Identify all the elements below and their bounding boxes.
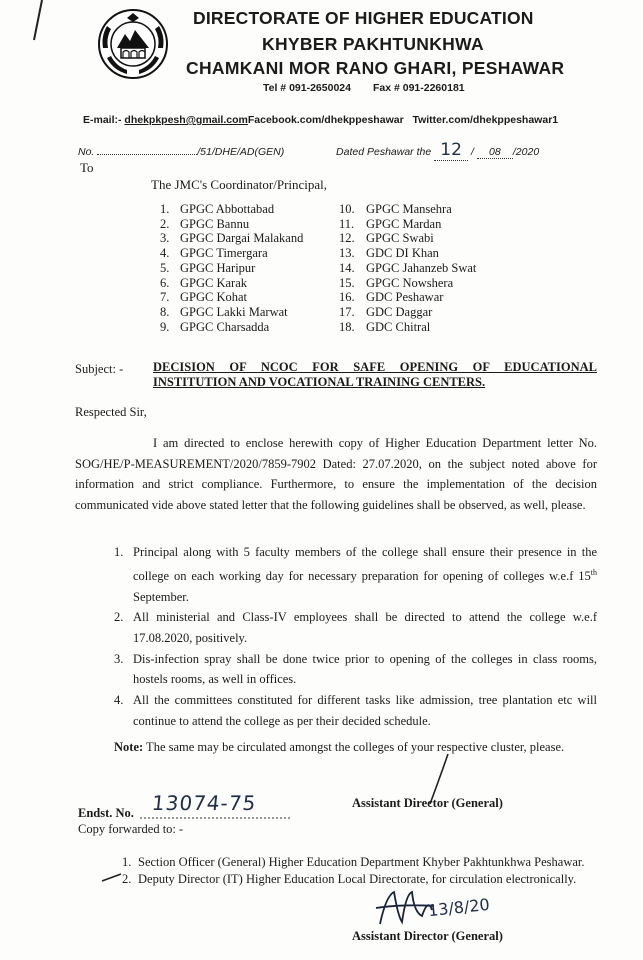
- list-item: 13. GDC DI Khan: [339, 246, 439, 261]
- signatory-title-1: Assistant Director (General): [352, 796, 503, 810]
- endorsement-label: Endst. No.: [78, 806, 134, 820]
- college-list-left: [160, 202, 303, 334]
- list-item: 4. GPGC Timergara: [160, 246, 268, 261]
- list-item: 1. Principal along with 5 faculty members of the college shall ensure their presence in the college on each working day for necessary preparation for opening of colleges w.e.f 15th September.: [114, 545, 597, 604]
- dated-label: Dated Peshawar the: [336, 146, 432, 158]
- header-phone-fax: [263, 82, 487, 94]
- forwarded-list: [122, 854, 602, 888]
- dated-year: /2020: [512, 146, 540, 158]
- header-title-province: KHYBER PAKHTUNKHWA: [262, 34, 484, 54]
- reference-no-blank: [97, 154, 197, 155]
- fax-number: Fax # 091-2260181: [372, 82, 465, 94]
- to-label: To: [80, 160, 94, 175]
- email-address: dhekpkpesh@gmail.com: [124, 114, 248, 126]
- list-item: 17. GDC Daggar: [339, 304, 433, 319]
- endorsement-number-handwritten: 13074-75: [150, 791, 258, 815]
- greeting: Respected Sir,: [75, 405, 147, 419]
- list-item: 9. GPGC Charsadda: [160, 319, 270, 334]
- addressee: The JMC's Coordinator/Principal,: [151, 177, 328, 192]
- facebook-address: Facebook.com/dhekppeshawar: [247, 114, 404, 126]
- reference-no-value: /51/DHE/AD(GEN): [197, 146, 285, 158]
- subject-label: Subject: -: [75, 362, 124, 376]
- dated-day-handwritten: 12: [434, 140, 468, 161]
- guidelines-list: [114, 542, 597, 731]
- list-item: 16. GDC Peshawar: [339, 290, 444, 305]
- list-item: 8. GPGC Lakki Marwat: [160, 304, 288, 319]
- list-item: 1. GPGC Abbottabad: [160, 202, 275, 216]
- telephone-number: Tel # 091-2650024: [263, 82, 351, 94]
- header-address: CHAMKANI MOR RANO GHARI, PESHAWAR: [186, 58, 565, 78]
- list-item: 3. Dis-infection spray shall be done twice prior to opening of the colleges in class rooms, hostels rooms, as well in offices.: [114, 651, 597, 687]
- note-text: The same may be circulated amongst the colleges of your respective cluster, please.: [143, 740, 565, 754]
- list-item: 10. GPGC Mansehra: [339, 202, 452, 216]
- pen-mark: [28, 0, 48, 42]
- list-item: 4. All the committees constituted for different tasks like admission, tree plantation etc will continue to attend the college as per their decided schedule.: [114, 693, 597, 728]
- twitter-address: Twitter.com/dhekppeshawar1: [412, 114, 559, 126]
- government-emblem-logo: [97, 8, 169, 80]
- list-item: 7. GPGC Kohat: [160, 290, 248, 305]
- email-label: E-mail:-: [83, 114, 125, 126]
- list-item: 2. All ministerial and Class-IV employees shall be directed to attend the college w.e.f 17.08.2020, positively.: [114, 610, 597, 645]
- list-item: 2. GPGC Bannu: [160, 216, 250, 231]
- endorsement-underline: [140, 815, 290, 821]
- list-item: 3. GPGC Dargai Malakand: [160, 231, 304, 246]
- subject-text: DECISION OF NCOC FOR SAFE OPENING OF EDUCATIONAL INSTITUTION AND VOCATIONAL TRAINING CENTERS.: [153, 360, 597, 389]
- reference-line: No. /51/DHE/AD(GEN) Dated Peshawar the 12 / 08 /2020: [78, 140, 540, 160]
- signatory-title-2: Assistant Director (General): [352, 929, 503, 943]
- list-item: 1. Section Officer (General) Higher Education Department Khyber Pakhtunkhwa Peshawar.: [122, 855, 585, 869]
- signature-date-handwritten: 13/8/20: [427, 894, 491, 921]
- list-item: 15. GPGC Nowshera: [339, 275, 454, 290]
- body-paragraph: I am directed to enclose herewith copy of Higher Education Department letter No. SOG/HE/P-MEASUREMENT/2020/7859-7902 Dated: 27.07.2020, on the subject noted above for information and strict compliance. Furthermore, to ensure the implementation of the decision communicated vide above stated letter that the following guidelines shall be observed, as well, please.: [75, 436, 597, 512]
- list-item: 12. GPGC Swabi: [339, 231, 434, 246]
- dated-month: 08: [477, 146, 513, 159]
- reference-no-label: No.: [78, 146, 95, 158]
- list-item: 6. GPGC Karak: [160, 275, 248, 290]
- list-item: 5. GPGC Haripur: [160, 260, 256, 275]
- list-item: 14. GPGC Jahanzeb Swat: [339, 260, 477, 275]
- list-item: 2. Deputy Director (IT) Higher Education Local Directorate, for circulation electronically.: [122, 872, 577, 886]
- header-title-directorate: DIRECTORATE OF HIGHER EDUCATION: [193, 8, 534, 28]
- contact-line: [83, 114, 558, 126]
- list-item: 11. GPGC Mardan: [339, 216, 442, 231]
- note-label: Note:: [114, 740, 144, 754]
- college-list-right: [339, 202, 476, 334]
- tick-mark: [101, 871, 123, 883]
- copy-forwarded-label: Copy forwarded to: -: [78, 822, 184, 836]
- note: [114, 740, 604, 755]
- list-item: 18. GDC Chitral: [339, 319, 431, 334]
